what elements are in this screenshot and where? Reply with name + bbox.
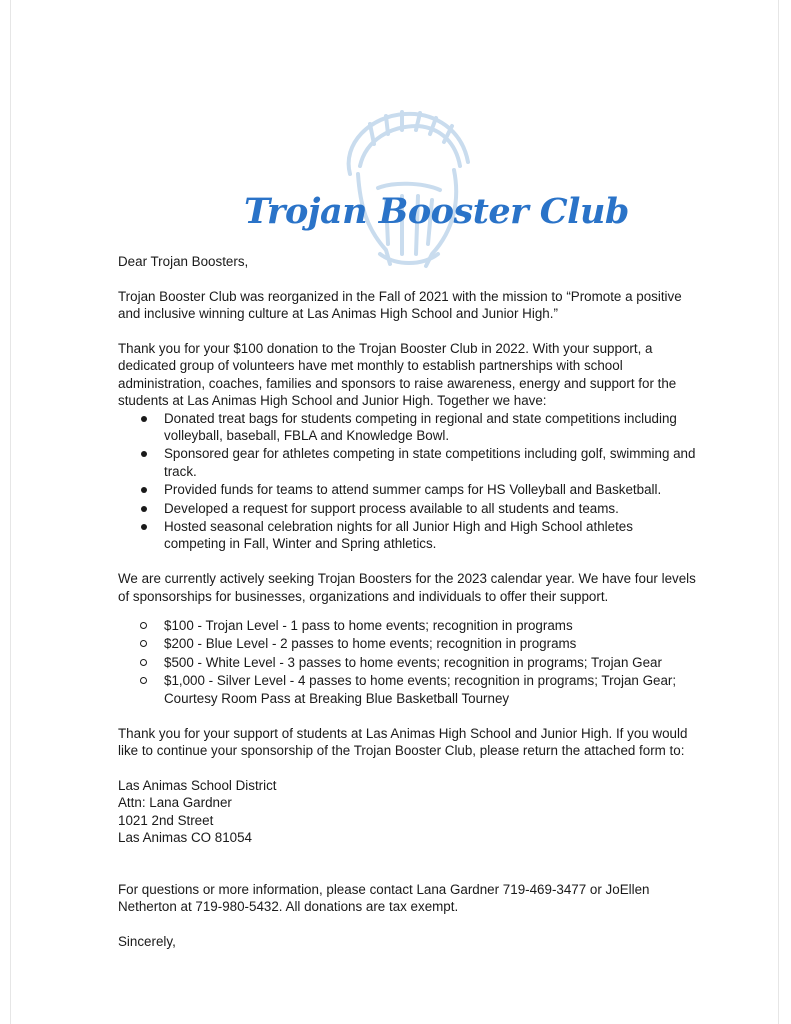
list-item: $500 - White Level - 3 passes to home events; recognition in programs; Trojan Gear bbox=[118, 654, 698, 671]
page-title: Trojan Booster Club bbox=[244, 191, 629, 232]
address-line: Las Animas School District bbox=[118, 777, 277, 793]
return-paragraph: Thank you for your support of students at Las Animas High School and Junior High. If you would like to continue your sponsorship of the Trojan Booster Club, please return the attached form to: bbox=[118, 725, 688, 758]
trojan-helmet-icon bbox=[330, 104, 476, 270]
closing: Sincerely, bbox=[118, 933, 176, 949]
list-item: Hosted seasonal celebration nights for all Junior High and High School athletes competing in Fall, Winter and Spring athletics. bbox=[118, 518, 698, 553]
list-item: Sponsored gear for athletes competing in state competitions including golf, swimming and track. bbox=[118, 445, 698, 480]
list-item: Developed a request for support process available to all students and teams. bbox=[118, 500, 698, 517]
greeting: Dear Trojan Boosters, bbox=[118, 254, 249, 269]
contact-paragraph: For questions or more information, please contact Lana Gardner 719-469-3477 or JoEllen Netherton at 719-980-5432. All donations are tax exempt. bbox=[118, 881, 650, 915]
list-item: $200 - Blue Level - 2 passes to home events; recognition in programs bbox=[118, 635, 698, 652]
sponsorship-levels-list bbox=[118, 617, 698, 707]
address-line: Attn: Lana Gardner bbox=[118, 795, 232, 811]
mission-paragraph: Trojan Booster Club was reorganized in the Fall of 2021 with the mission to “Promote a positive and inclusive winning culture at Las Animas High School and Junior High.” bbox=[118, 288, 682, 322]
thanks-paragraph: Thank you for your $100 donation to the Trojan Booster Club in 2022. With your support, a dedicated group of volunteers have met monthly to establish partnerships with school administration, coaches, families and sponsors to raise awareness, energy and support for the students at Las Animas High School and Junior High. Together we have: bbox=[118, 341, 677, 409]
list-item: Donated treat bags for students competing in regional and state competitions including volleyball, baseball, FBLA and Knowledge Bowl. bbox=[118, 410, 698, 445]
list-item: $1,000 - Silver Level - 4 passes to home events; recognition in programs; Trojan Gear; Courtesy Room Pass at Breaking Blue Basketball Tourney bbox=[118, 672, 698, 707]
address-line: Las Animas CO 81054 bbox=[118, 829, 252, 845]
accomplishments-list bbox=[118, 410, 698, 553]
list-item: $100 - Trojan Level - 1 pass to home events; recognition in programs bbox=[118, 617, 698, 634]
address-line: 1021 2nd Street bbox=[118, 812, 214, 828]
list-item: Provided funds for teams to attend summer camps for HS Volleyball and Basketball. bbox=[118, 481, 698, 498]
scan-edge-right bbox=[778, 0, 779, 1024]
seeking-paragraph: We are currently actively seeking Trojan Boosters for the 2023 calendar year. We have four levels of sponsorships for businesses, organizations and individuals to offer their support. bbox=[118, 571, 696, 604]
letter-body bbox=[118, 253, 698, 968]
scan-edge-left bbox=[10, 0, 11, 1024]
